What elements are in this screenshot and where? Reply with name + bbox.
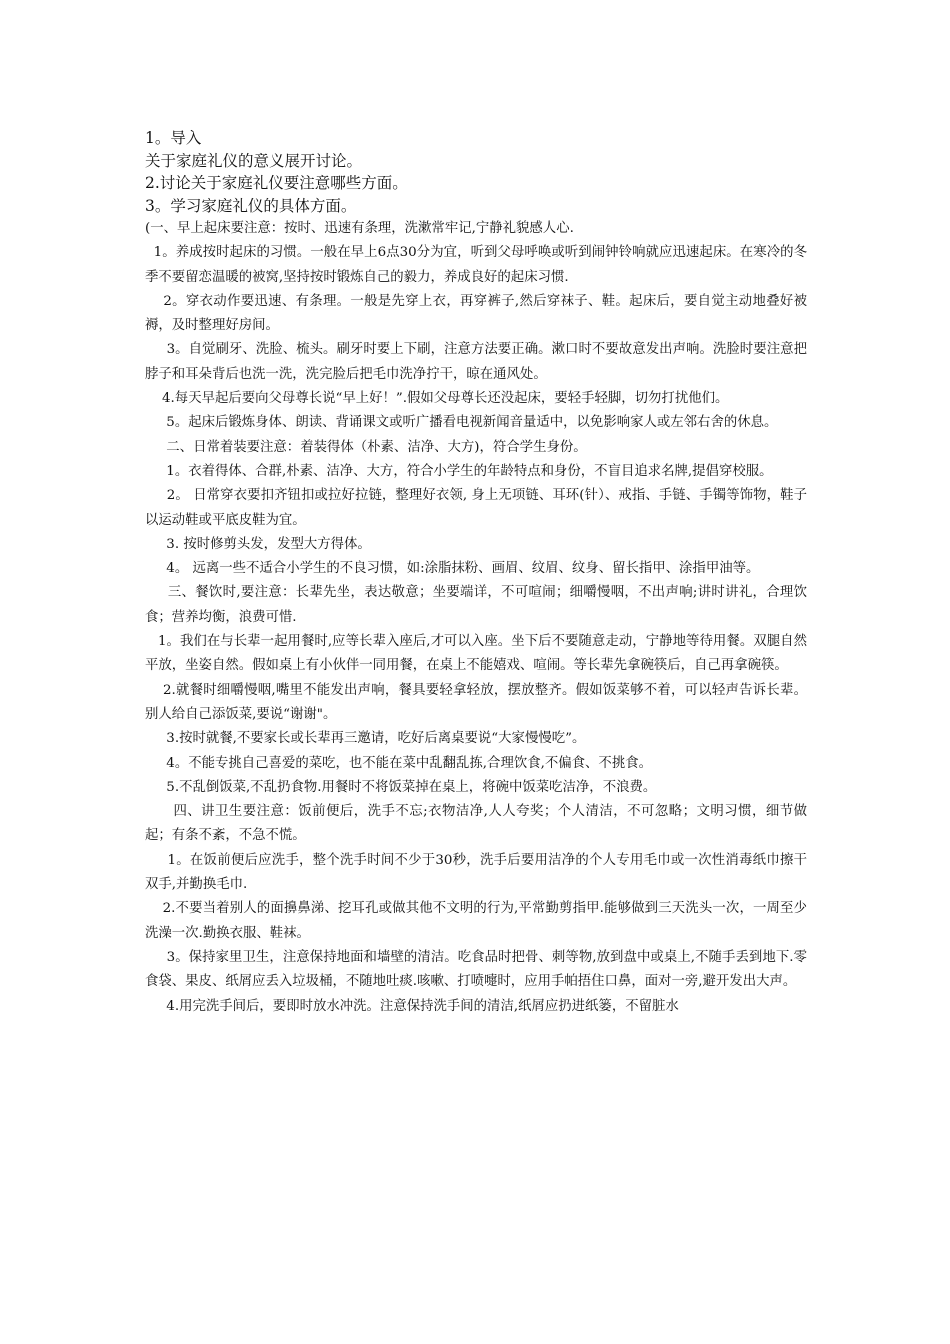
paragraph-dress-4: 4。 远离一些不适合小学生的不良习惯，如:涂脂抹粉、画眉、纹眉、纹身、留长指甲、涂指甲油等。 — [166, 561, 760, 577]
paragraph-hygiene-3: 3。保持家里卫生，注意保持地面和墙壁的清洁。吃食品时把骨、刺等物,放到盘中或桌上,不随手丢到地下.零食袋、果皮、纸屑应丢入垃圾桶，不随地吐痰.咳嗽、打喷嚏时，应用手帕捂住口鼻，面对一旁,避开发出大声。 — [145, 949, 807, 990]
document-page — [145, 127, 807, 1019]
paragraph-dress-2: 2。 日常穿衣要扣齐钮扣或拉好拉链，整理好衣领, 身上无项链、耳环(针）、戒指、手链、手镯等饰物，鞋子以运动鞋或平底皮鞋为宜。 — [145, 488, 807, 528]
section-hygiene-title: 四、讲卫生要注意：饭前便后，洗手不忘;衣物洁净,人人夸奖；个人清洁，不可忽略；文明习惯，细节做起；有条不紊，不急不慌。 — [145, 804, 807, 844]
paragraph-dress-1: 1。衣着得体、合群,朴素、洁净、大方，符合小学生的年龄特点和身份，不盲目追求名牌,提倡穿校服。 — [166, 463, 773, 479]
paragraph-morning-1: 1。养成按时起床的习惯。一般在早上6点30分为宜，听到父母呼唤或听到闹钟铃响就应迅速起床。在寒冷的冬季不要留恋温暖的被窝,坚持按时锻炼自己的毅力，养成良好的起床习惯. — [145, 245, 807, 285]
heading-intro: 1。导入 — [145, 129, 202, 147]
paragraph-dining-5: 5.不乱倒饭菜,不乱扔食物.用餐时不将饭菜掉在桌上，将碗中饭菜吃洁净，不浪费。 — [166, 779, 657, 795]
paragraph-hygiene-1: 1。在饭前便后应洗手，整个洗手时间不少于30秒，洗手后要用洁净的个人专用毛巾或一次性消毒纸巾擦干双手,并勤换毛巾. — [145, 852, 807, 893]
section-dress-title: 二、日常着装要注意：着装得体（朴素、洁净、大方)，符合学生身份。 — [166, 439, 587, 455]
paragraph-dress-3: 3. 按时修剪头发，发型大方得体。 — [166, 536, 371, 552]
paragraph-dining-3: 3.按时就餐,不要家长或长辈再三邀请，吃好后离桌要说“大家慢慢吃”。 — [166, 731, 586, 747]
paragraph-dining-4: 4。不能专挑自己喜爱的菜吃，也不能在菜中乱翻乱拣,合理饮食,不偏食、不挑食。 — [166, 755, 652, 771]
heading-discussion: 关于家庭礼仪的意义展开讨论。 — [145, 151, 363, 170]
paragraph-morning-2: 2。穿衣动作要迅速、有条理。一般是先穿上衣，再穿裤子,然后穿袜子、鞋。起床后，要自觉主动地叠好被褥，及时整理好房间。 — [145, 293, 808, 334]
paragraph-morning-5: 5。起床后锻炼身体、朗读、背诵课文或听广播看电视新闻音量适中，以免影响家人或左邻右舍的休息。 — [166, 415, 778, 431]
paragraph-morning-4: 4.每天早起后要向父母尊长说“早上好！”.假如父母尊长还没起床，要轻手轻脚，切勿打扰他们。 — [162, 391, 729, 407]
section-morning-title: (一、早上起床要注意：按时、迅速有条理，洗漱常牢记,宁静礼貌感人心. — [145, 221, 574, 236]
paragraph-morning-3: 3。自觉刷牙、洗脸、梳头。刷牙时要上下刷，注意方法要正确。漱口时不要故意发出声响。洗脸时要注意把脖子和耳朵背后也洗一洗，洗完脸后把毛巾洗净拧干，晾在通风处。 — [145, 342, 807, 382]
heading-specifics: 3。学习家庭礼仪的具体方面。 — [145, 196, 357, 215]
section-dining-title: 三、餐饮时,要注意：长辈先坐，表达敬意；坐要端详，不可喧闹；细嚼慢咽，不出声响;讲时讲礼，合理饮食；营养均衡，浪费可惜. — [145, 585, 807, 625]
paragraph-dining-2: 2.就餐时细嚼慢咽,嘴里不能发出声响，餐具要轻拿轻放，摆放整齐。假如饭菜够不着，可以轻声告诉长辈。别人给自己添饭菜,要说“谢谢"。 — [145, 682, 807, 722]
heading-aspects: 2.讨论关于家庭礼仪要注意哪些方面。 — [145, 174, 408, 192]
paragraph-hygiene-2: 2.不要当着别人的面擤鼻涕、挖耳孔或做其他不文明的行为,平常勤剪指甲.能够做到三天洗头一次，一周至少洗澡一次.勤换衣服、鞋袜。 — [145, 901, 807, 941]
paragraph-dining-1: 1。我们在与长辈一起用餐时,应等长辈入座后,才可以入座。坐下后不要随意走动，宁静地等待用餐。双腿自然平放，坐姿自然。假如桌上有小伙伴一同用餐，在桌上不能嬉戏、喧闹。等长辈先拿碗筷后，自己再拿碗筷。 — [145, 634, 807, 674]
paragraph-hygiene-4: 4.用完洗手间后，要即时放水冲洗。注意保持洗手间的清洁,纸屑应扔进纸篓，不留脏水 — [166, 998, 679, 1014]
